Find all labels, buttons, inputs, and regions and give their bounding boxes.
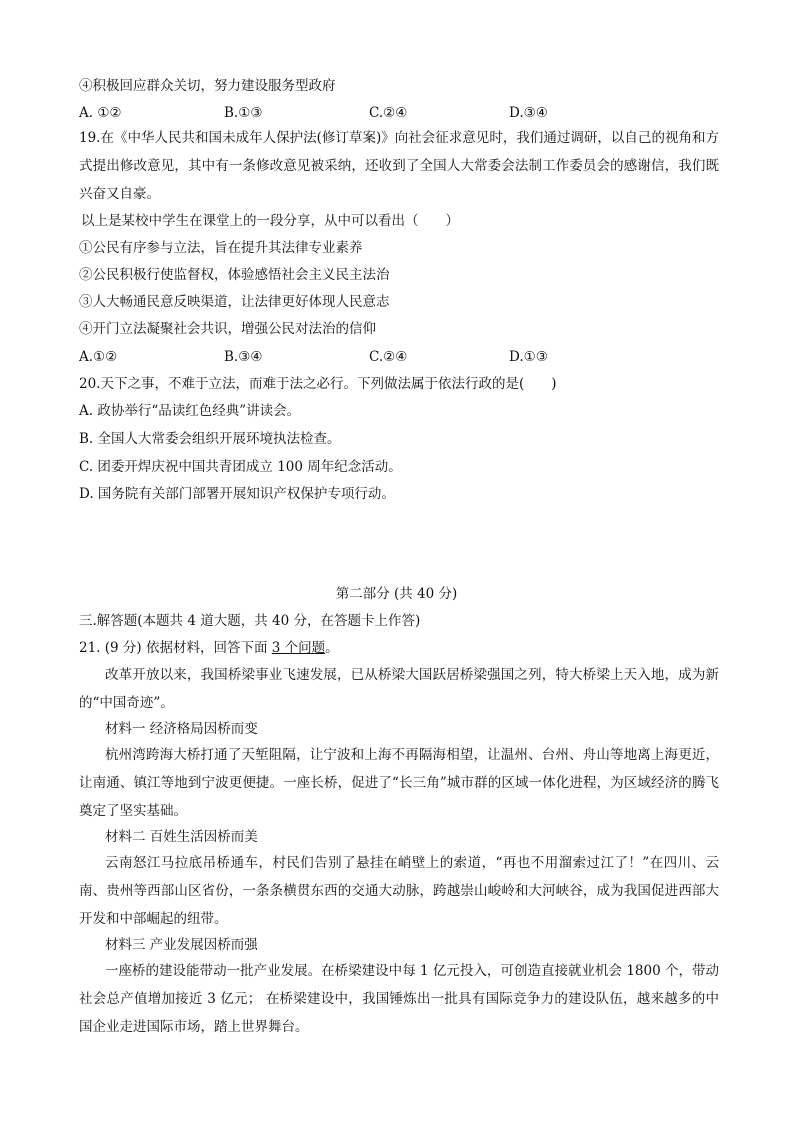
material-2-text: 云南怒江马拉底吊桥通车，村民们告别了悬挂在峭壁上的索道，“再也不用溜索过江了！”在四川、云南、贵州等西部山区省份，一条条横贯东西的交通大动脉，跨越崇山峻岭和大河峡谷，成为我国促进西部大开发和中部崛起的纽带。 [79,855,719,927]
material-1-title: 材料一 经济格局因桥而变 [105,721,258,737]
q19-item-3: ③人大畅通民意反映渠道，让法律更好体现人民意志 [79,294,390,310]
q21-stem-prefix: 21. (9 分) 依据材料，回答下面 [79,640,272,656]
q19-item-4: ④开门立法凝聚社会共识，增强公民对法治的信仰 [79,321,376,337]
q19-option-b: B.③④ [224,349,263,365]
q21-question-count: 3 个问题 [271,640,326,656]
q21-stem-suffix: 。 [325,640,339,656]
q21-intro: 改革开放以来，我国桥梁事业飞速发展，已从桥梁大国跃居桥梁强国之列，特大桥梁上天入地，成为新的“中国奇迹”。 [79,667,719,711]
q18-options [79,103,729,123]
q19-option-c: C.②④ [369,349,408,365]
q19-stem: 19.在《中华人民共和国未成年人保护法(修订草案)》向社会征求意见时，我们通过调研，以自己的视角和方式提出修改意见，其中有一条修改意见被采纳，还收到了全国人大常委会法制工作委员会的感谢信，我们既兴奋又自豪。 [79,130,719,202]
q19-item-2: ②公民积极行使监督权，体验感悟社会主义民主法治 [79,267,390,283]
q20-option-c: C. 团委开焊庆祝中国共青团成立 100 周年纪念活动。 [79,459,402,475]
q19-item-1: ①公民有序参与立法，旨在提升其法律专业素养 [79,240,363,256]
material-3-title: 材料三 产业发展因桥而强 [105,937,258,953]
q20-option-b: B. 全国人大常委会组织开展环境执法检查。 [79,431,341,447]
material-1-text: 杭州湾跨海大桥打通了天堑阻隔，让宁波和上海不再隔海相望，让温州、台州、舟山等地离上海更近，让南通、镇江等地到宁波更便捷。一座长桥，促进了“长三角”城市群的区域一体化进程，为区域经济的腾飞奠定了坚实基础。 [79,747,719,819]
q18-option-c: C.②④ [369,105,408,121]
q19-option-d: D.①③ [509,349,548,365]
q18-option-b: B.①③ [224,105,263,121]
q21-stem [79,638,723,658]
section-3-heading: 三.解答题(本题共 4 道大题，共 40 分，在答题卡上作答) [79,613,421,629]
q20-option-d: D. 国务院有关部门部署开展知识产权保护专项行动。 [79,486,395,502]
material-2-title: 材料二 百姓生活因桥而美 [105,829,258,845]
q18-option-a: A. ①② [79,105,122,121]
q19-options [79,347,729,367]
q18-option-d: D.③④ [509,105,548,121]
q20-stem: 20.天下之事，不难于立法，而难于法之必行。下列做法属于依法行政的是( ) [79,376,557,392]
q19-option-a: A.①② [79,349,118,365]
q20-option-a: A. 政协举行“品读红色经典”讲读会。 [79,403,301,419]
q18-item-4: ④积极回应群众关切，努力建设服务型政府 [79,78,336,94]
q19-prompt: 以上是某校中学生在课堂上的一段分享，从中可以看出（ ） [81,213,459,229]
part2-heading: 第二部分 (共 40 分) [335,586,458,602]
material-3-text: 一座桥的建设能带动一批产业发展。在桥梁建设中每 1 亿元投入，可创造直接就业机会 1800 个，带动社会总产值增加接近 3 亿元； 在桥梁建设中，我国锤炼出一批具有国际竞争力的建设队伍，越来越多的中国企业走进国际市场，踏上世界舞台。 [79,963,719,1035]
